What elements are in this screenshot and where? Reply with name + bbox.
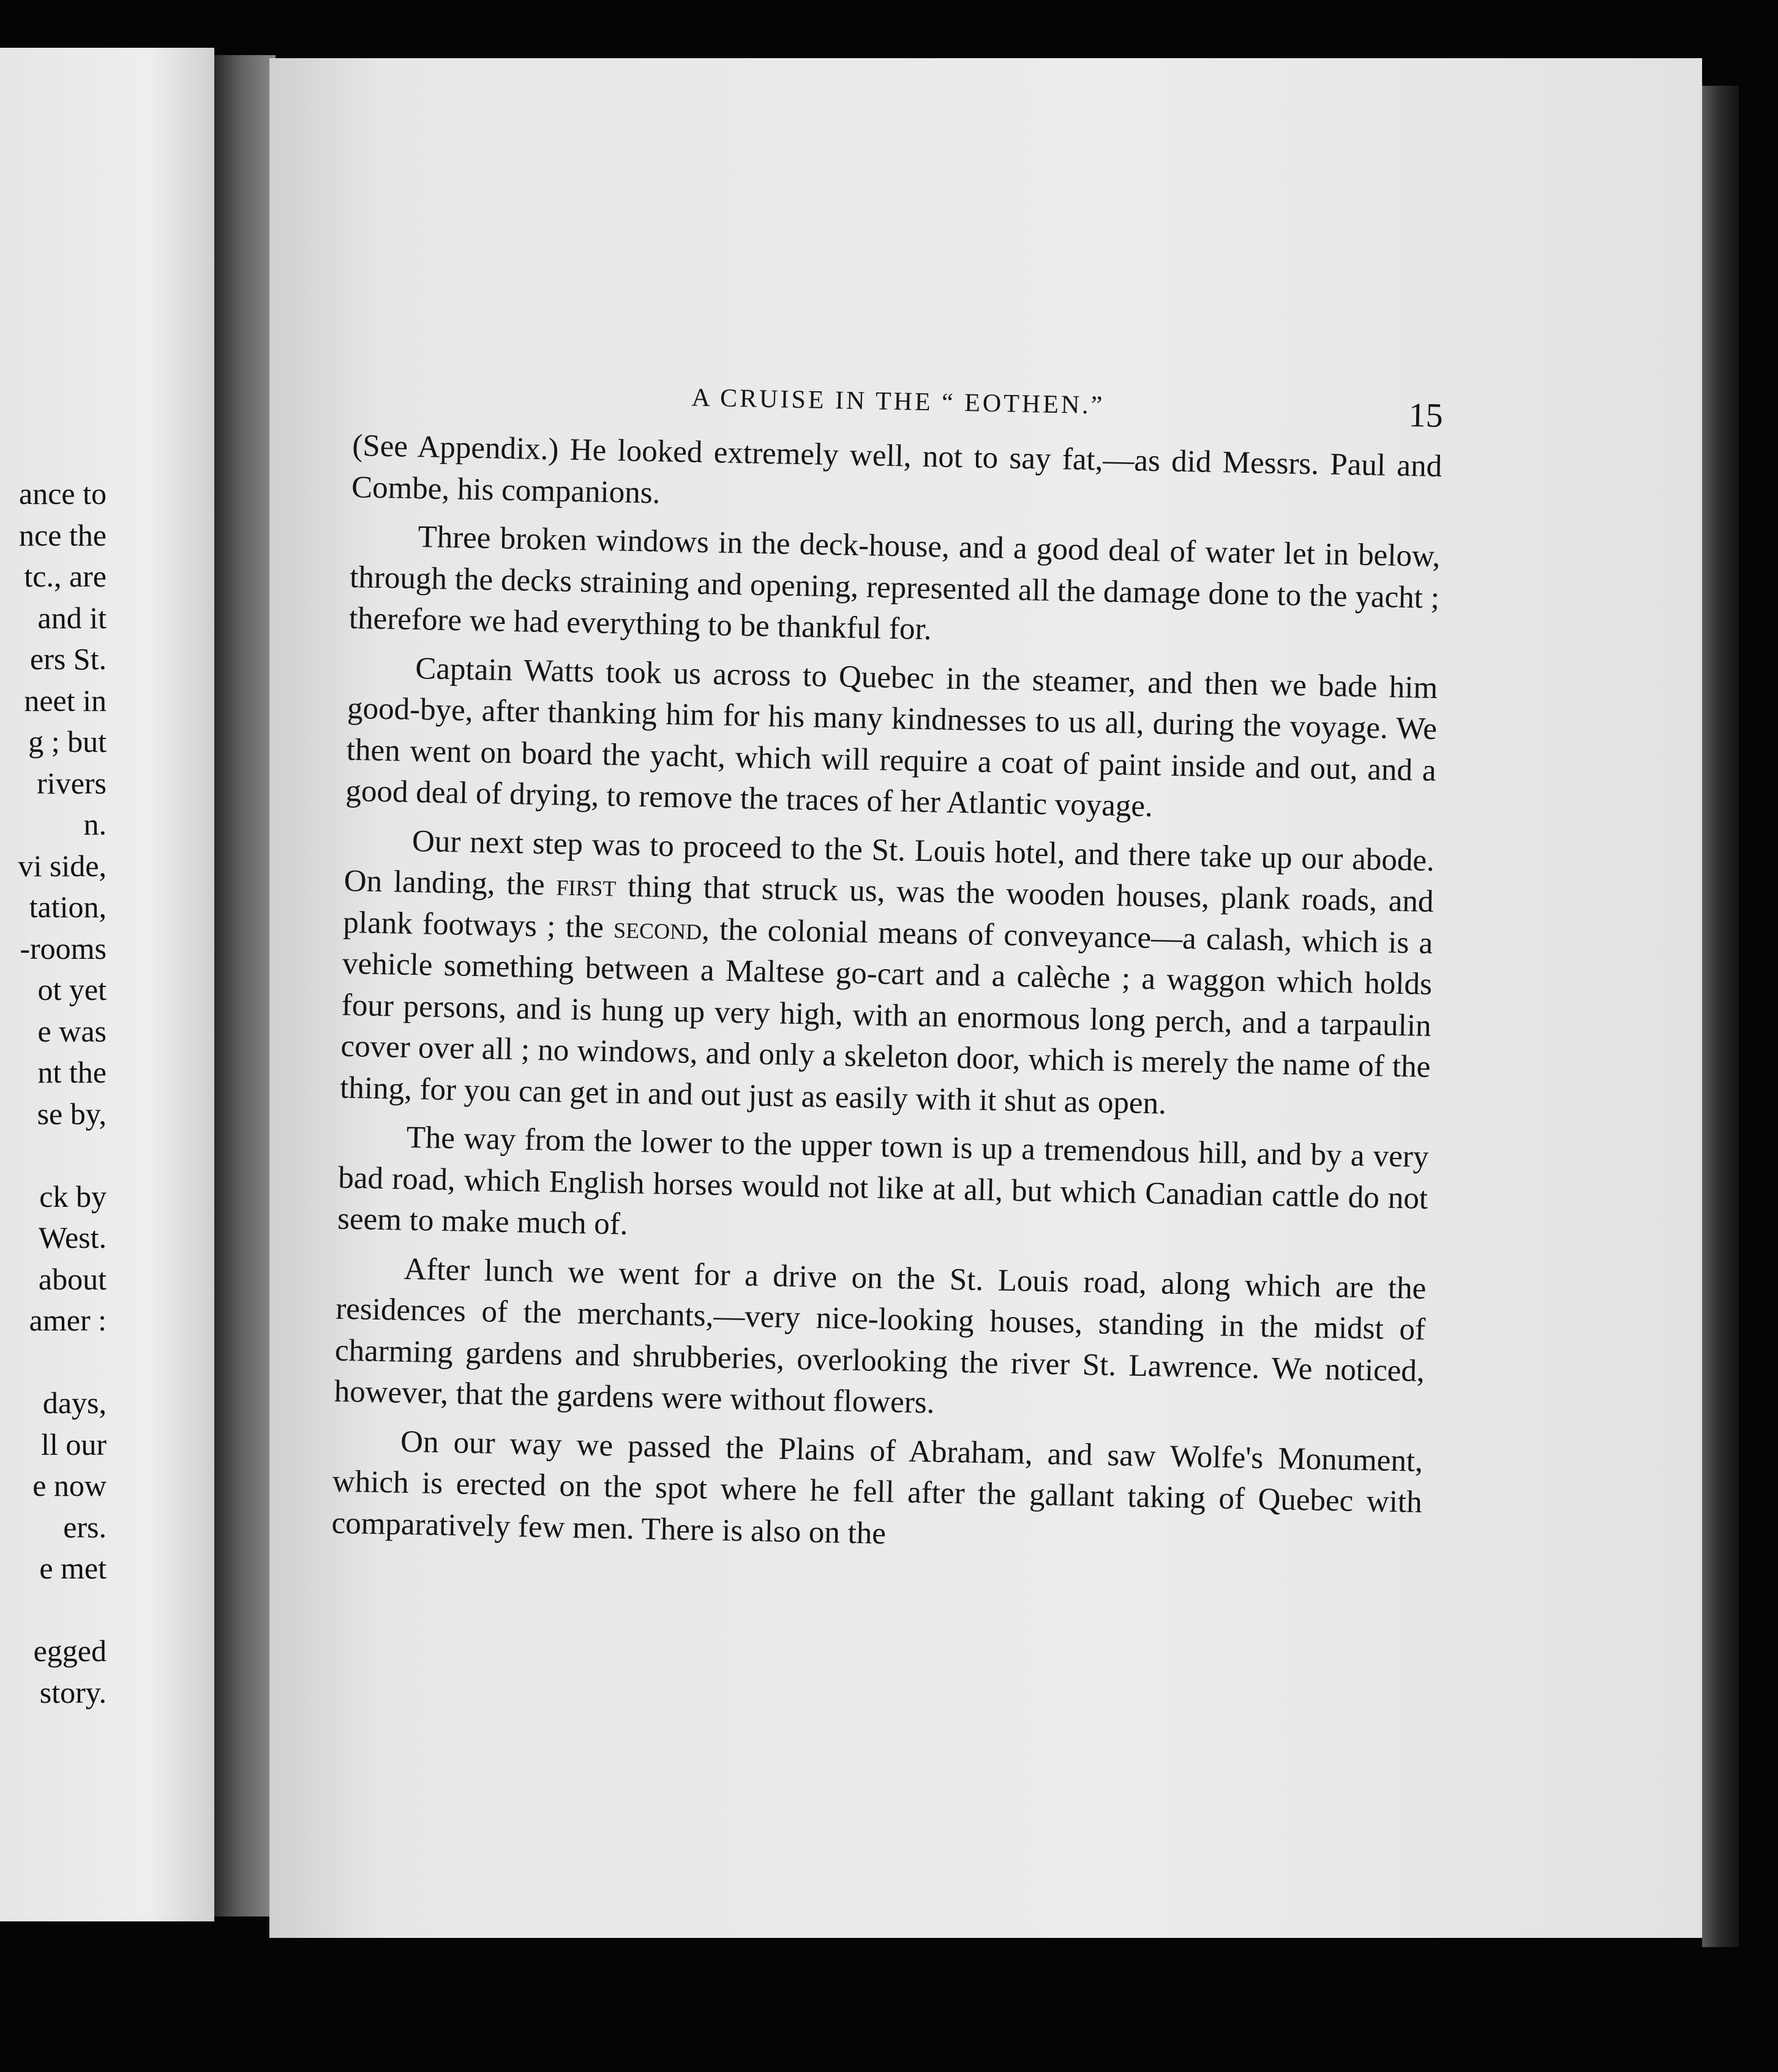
left-page-line: tc., are: [24, 559, 107, 593]
paragraph-text: Our next step was to proceed to the St. Louis hotel, and there take up our abode. On landing, the: [343, 824, 1435, 903]
left-page-line: days,: [42, 1386, 107, 1420]
left-page-line: ance to: [19, 476, 107, 511]
left-page-text: [0, 473, 107, 1713]
left-page-line: neet in: [24, 683, 107, 718]
left-page-line: g ; but: [28, 724, 107, 759]
left-page-line: nce the: [19, 517, 107, 552]
paragraph: Captain Watts took us across to Quebec in the steamer, and then we bade him good-bye, after thanking him for his many kindnesses to us all, during the voyage. We then went on board the yacht, which will require a coat of paint inside and out, and a good deal of drying, to remove the traces of her Atlantic voyage.: [345, 651, 1438, 824]
left-page-line: nt the: [37, 1055, 107, 1089]
left-page-line: ers.: [63, 1509, 107, 1544]
paragraph-text: , the colonial means of conveyance—a calash, which is a vehicle something between a Maltese go-cart and a calèche ; a waggon which holds four persons, and is hung up very high, with an enormous long perch, and a tarpaulin cover over all ; no windows, and only a skeleton door, which is merely the name of the thing, for you can get in and out just as easily with it shut as open.: [339, 912, 1433, 1121]
paragraph: (See Appendix.) He looked extremely well, not to say fat,—as did Messrs. Paul and Combe, his companions.: [351, 428, 1442, 511]
book-gutter: [214, 55, 276, 1916]
left-page-line: [0, 1135, 107, 1176]
left-page-line: story.: [39, 1675, 107, 1710]
left-page-line: ll our: [41, 1427, 107, 1462]
left-page-line: and it: [37, 600, 107, 635]
paragraph: The way from the lower to the upper town is up a tremendous hill, and by a very bad road, which English horses would not like at all, but which Canadian cattle do not seem to make much of.: [337, 1120, 1430, 1242]
left-page-line: [0, 1590, 107, 1631]
running-title: A CRUISE IN THE “ EOTHEN.”: [691, 383, 1105, 420]
book-edge: [1702, 86, 1739, 1947]
small-caps-word: second: [613, 910, 702, 947]
left-page-line: about: [38, 1261, 107, 1296]
left-page-line: se by,: [37, 1096, 107, 1131]
left-page-line: rivers: [37, 765, 107, 800]
paragraph: [340, 819, 1435, 1130]
small-caps-word: first: [555, 868, 617, 904]
left-page-line: e was: [37, 1013, 107, 1048]
left-page-line: egged: [33, 1634, 107, 1668]
left-page-line: West.: [38, 1220, 107, 1255]
page-number: 15: [1408, 396, 1444, 435]
left-page-line: e met: [39, 1551, 107, 1585]
left-page-line: tation,: [29, 890, 107, 924]
left-page-line: amer :: [29, 1303, 107, 1337]
left-page-line: n.: [83, 807, 107, 841]
left-page-line: ot yet: [37, 972, 107, 1007]
left-page-line: vi side,: [18, 848, 107, 883]
left-page-line: e now: [32, 1468, 107, 1503]
paragraph: On our way we passed the Plains of Abraham, and saw Wolfe's Monument, which is erected on the spot where he fell after the gallant taking of Quebec with comparatively few men. There is also on the: [331, 1424, 1424, 1551]
left-page-line: ck by: [39, 1179, 107, 1214]
left-page: [0, 48, 214, 1921]
paragraph: After lunch we went for a drive on the St. Louis road, along which are the residences of the merchants,—very nice-looking houses, standing in the midst of charming gardens and shrubberies, overlooking the river St. Lawrence. We noticed, however, that the gardens were without flowers.: [334, 1252, 1427, 1421]
paragraph: Three broken windows in the deck-house, and a good deal of water let in below, through the decks straining and opening, represented all the damage done to the yacht ; therefore we had everything to be thankful for.: [348, 520, 1441, 647]
right-page-text: [331, 364, 1444, 1572]
left-page-line: -rooms: [20, 931, 107, 966]
left-page-line: [0, 1342, 107, 1383]
left-page-line: ers St.: [30, 642, 107, 676]
paragraph-text: thing that struck us, was the wooden houses, plank roads, and plank footways ; the: [342, 869, 1435, 945]
